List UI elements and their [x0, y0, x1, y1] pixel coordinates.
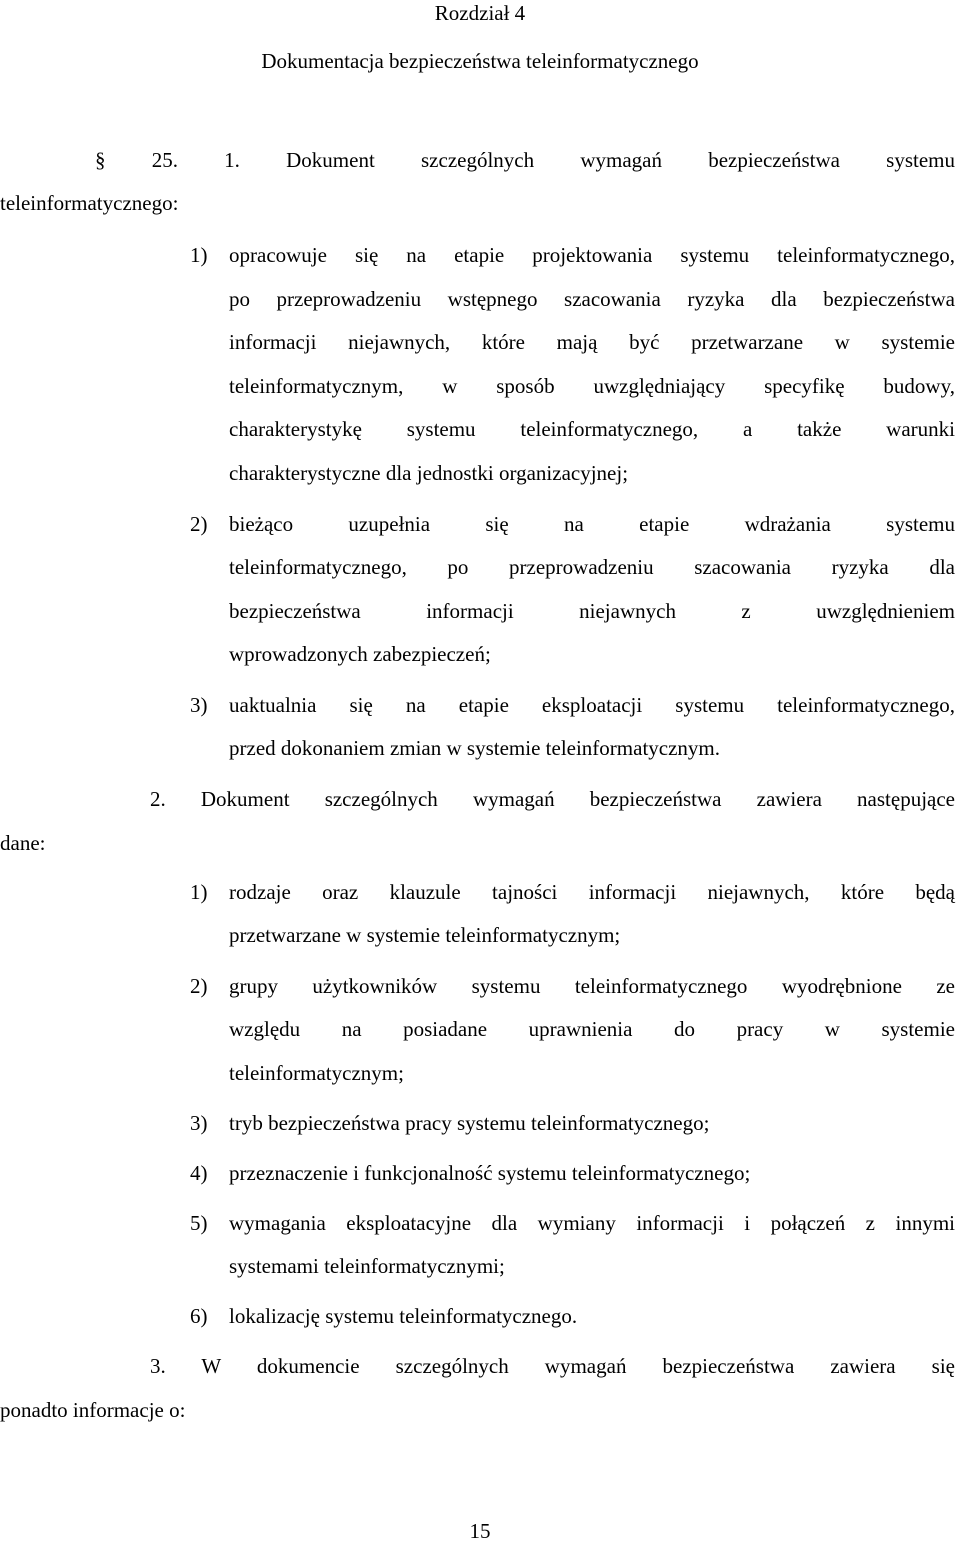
list-item-line: teleinformatycznym;: [229, 1061, 404, 1085]
list-item-number: 2): [190, 512, 208, 536]
list-item-number: 3): [190, 693, 208, 717]
list-item-line: teleinformatycznym, w sposób uwzględniający specyfikę budowy,: [229, 374, 955, 398]
list-item-line: bieżąco uzupełnia się na etapie wdrażania systemu: [229, 512, 955, 536]
paragraph-2-intro: 2. Dokument szczególnych wymagań bezpieczeństwa zawiera następujące: [150, 787, 955, 811]
list-item-line: przed dokonaniem zmian w systemie teleinformatycznym.: [229, 736, 721, 760]
list-item-number: 2): [190, 974, 208, 998]
list-item-number: 3): [190, 1111, 208, 1135]
list-item-line: teleinformatycznego, po przeprowadzeniu szacowania ryzyka dla: [229, 555, 955, 579]
list-item-line: względu na posiadane uprawnienia do pracy w systemie: [229, 1017, 955, 1041]
list-item-number: 6): [190, 1304, 208, 1328]
chapter-title: Dokumentacja bezpieczeństwa teleinformatycznego: [261, 49, 699, 73]
list-item-line: wprowadzonych zabezpieczeń;: [229, 642, 491, 666]
list-item-line: opracowuje się na etapie projektowania systemu teleinformatycznego,: [229, 243, 955, 267]
list-item-number: 1): [190, 243, 208, 267]
list-item-line: po przeprowadzeniu wstępnego szacowania ryzyka dla bezpieczeństwa: [229, 287, 955, 311]
list-item-line: rodzaje oraz klauzule tajności informacji niejawnych, które będą: [229, 880, 955, 904]
list-item-line: wymagania eksploatacyjne dla wymiany informacji i połączeń z innymi: [229, 1211, 955, 1235]
list-item-number: 5): [190, 1211, 208, 1235]
list-item-number: 4): [190, 1161, 208, 1185]
list-item-line: bezpieczeństwa informacji niejawnych z uwzględnieniem: [229, 599, 955, 623]
paragraph-1-intro-cont: teleinformatycznego:: [0, 191, 179, 215]
paragraph-3-intro: 3. W dokumencie szczególnych wymagań bezpieczeństwa zawiera się: [150, 1354, 955, 1378]
paragraph-3-intro-cont: ponadto informacje o:: [0, 1398, 186, 1422]
list-item-line: systemami teleinformatycznymi;: [229, 1254, 505, 1278]
paragraph-1-intro: § 25. 1. Dokument szczególnych wymagań bezpieczeństwa systemu: [95, 148, 955, 172]
list-item-line: charakterystyczne dla jednostki organizacyjnej;: [229, 461, 629, 485]
list-item-number: 1): [190, 880, 208, 904]
list-item-line: przetwarzane w systemie teleinformatycznym;: [229, 923, 621, 947]
list-item-line: lokalizację systemu teleinformatycznego.: [229, 1304, 578, 1328]
list-item-line: uaktualnia się na etapie eksploatacji systemu teleinformatycznego,: [229, 693, 955, 717]
list-item-line: informacji niejawnych, które mają być przetwarzane w systemie: [229, 330, 955, 354]
list-item-line: przeznaczenie i funkcjonalność systemu teleinformatycznego;: [229, 1161, 751, 1185]
list-item-line: charakterystykę systemu teleinformatycznego, a także warunki: [229, 417, 955, 441]
page-number: 15: [469, 1519, 491, 1543]
list-item-line: grupy użytkowników systemu teleinformatycznego wyodrębnione ze: [229, 974, 955, 998]
paragraph-2-intro-cont: dane:: [0, 831, 46, 855]
chapter-number: Rozdział 4: [434, 1, 526, 25]
list-item-line: tryb bezpieczeństwa pracy systemu teleinformatycznego;: [229, 1111, 710, 1135]
